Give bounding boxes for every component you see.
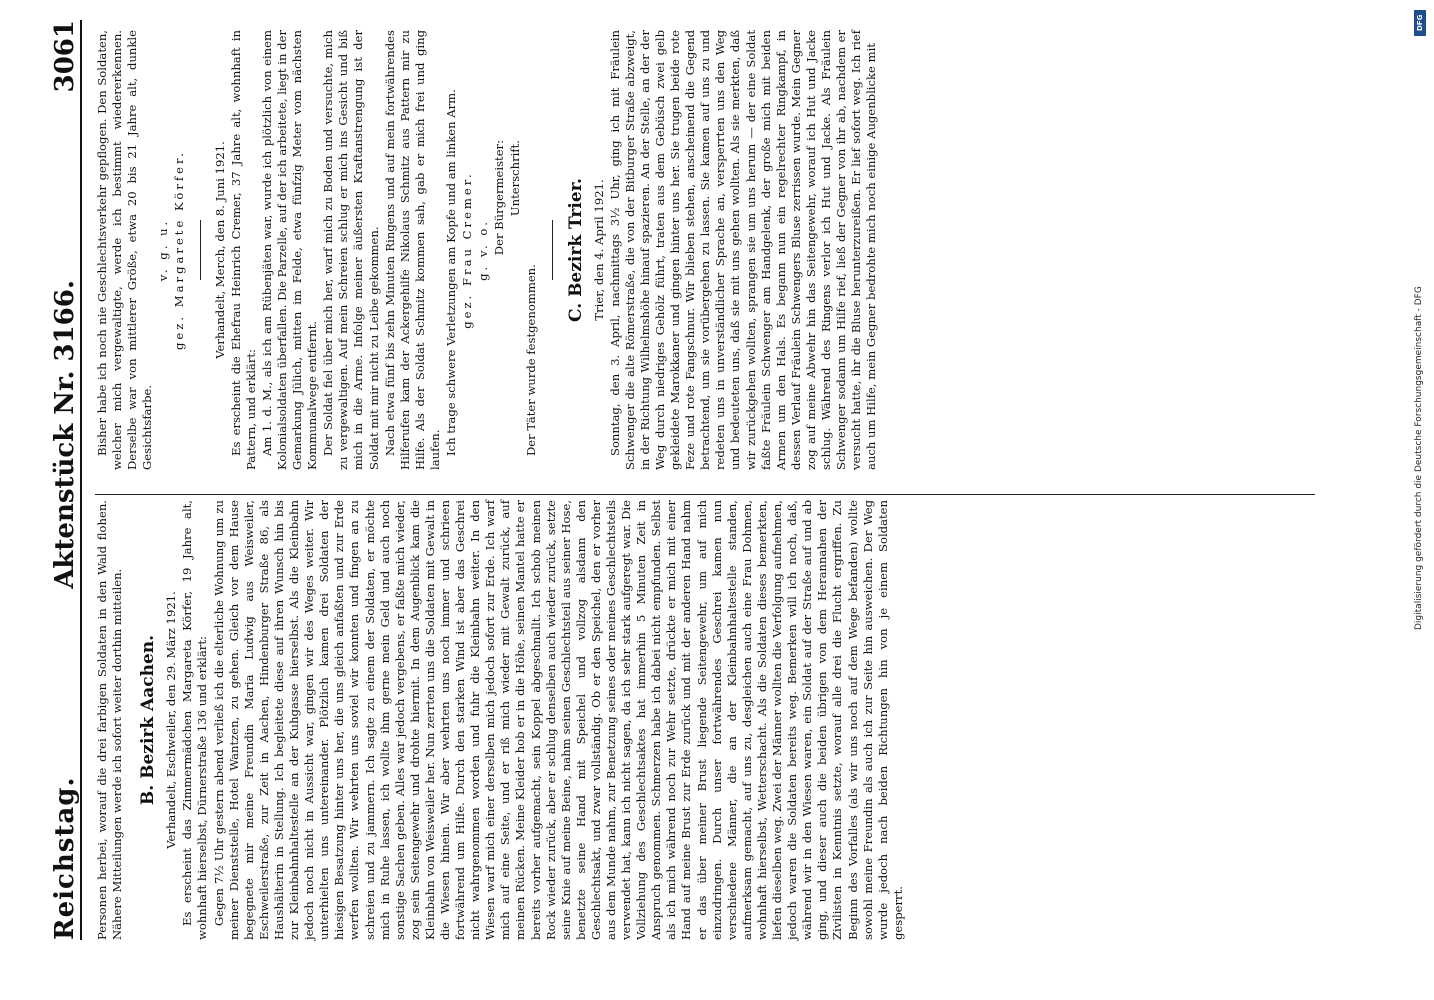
paragraph: Es erscheint das Zimmermädchen Margareta Körfer, 19 Jahre alt, wohnhaft hierselbst, Dürnerstraße 136 und erklärt:: [180, 500, 210, 940]
right-column: [95, 30, 880, 470]
place-date: Verhandelt, Eschweiler, den 29. März 1921.: [164, 591, 179, 849]
paragraph: Es erscheint die Ehefrau Heinrich Cremer, 37 Jahre alt, wohnhaft in Pattern, und erklärt:: [228, 30, 258, 470]
mayor-title: Der Bürgermeister:: [492, 140, 507, 256]
paragraph: Am 1. d. M., als ich am Rübenjäten war, wurde ich plötzlich von einem Kolonialsoldaten überfallen. Die Parzelle, auf der ich arbeitete, liegt in der Gemarkung Jülich, mitten im Felde, etwa fünfzig Meter vom nächsten Kommunalwege entfernt.: [259, 30, 320, 470]
digitization-attribution: [1414, 10, 1428, 990]
paragraph: Ich trage schwere Verletzungen am Kopfe und am linken Arm.: [443, 89, 458, 456]
header-left: Reichstag.: [50, 776, 80, 940]
paragraph: Der Täter wurde festgenommen.: [524, 264, 539, 456]
separator-rule: [200, 220, 201, 280]
attribution-text: Digitalisierung gefördert durch die Deutsche Forschungsgemeinschaft - DFG: [1414, 286, 1424, 630]
separator-rule: [552, 220, 553, 280]
paragraph: Bisher habe ich noch nie Geschlechtsverkehr gepflogen. Den Soldaten, welcher mich vergewaltigte, werde ich bestimmt wiedererkennen. Derselbe war von mittlerer Größe, etwa 20 bis 21 Jahre alt, dunkle Gesichtsfarbe.: [95, 30, 155, 470]
column-divider: [95, 494, 1315, 495]
header-document-number: Aktenstück Nr. 3166.: [50, 280, 80, 589]
section-heading-trier: C. Bezirk Trier.: [565, 178, 586, 322]
section-heading-aachen: B. Bezirk Aachen.: [138, 634, 159, 806]
signature: gez. Margarete Körfer.: [172, 150, 187, 351]
paragraph: Nach etwa fünf bis zehn Minuten Ringens und auf mein fortwährendes Hilferufen kam der Ackergehilfe Nikolaus Schmitz aus Pattern mir zu Hilfe. Als der Soldat Schmitz kommen sah, gab er mich frei und ging laufen.: [382, 30, 442, 470]
place-date: Verhandelt, Merch, den 8. Juni 1921.: [212, 141, 227, 359]
paragraph: Sonntag, den 3. April, nachmittags 3½ Uhr, ging ich mit Fräulein Schwenger die alte Römerstraße, die von der Bitburger Straße abzweigt, in der Richtung Wilhelmshöhe hinauf spazieren. An der Stelle, an der der Weg durch niedriges Gehölz führt, traten aus dem Gebüsch zwei gelb gekleidete Marokkaner und gingen hinter uns her. Sie trugen beide rote Feze und rote Fangschnur. Wir blieben stehen, anscheinend die Gegend betrachtend, um sie vorübergehen zu lassen. Sie kamen auf uns zu und redeten uns in unverständlicher Sprache an, versperrten uns den Weg und bedeuteten uns, daß sie mit uns gehen wollten. Als sie merkten, daß wir zurückgehen wollten, sprangen sie um uns herum — der eine Soldat faßte Fräulein Schwenger am Handgelenk, der große mich mit beiden Armen um den Hals. Es begann nun ein regelrechter Ringkampf, in dessen Verlauf Fräulein Schwengers Bluse zerrissen wurde. Mein Gegner zog auf meine Abwehr hin das Seitengewehr, worauf ich Hut und Jacke schlug. Während des Ringens verlor ich Hut und Jacke. Als Fräulein Schwenger sodann um Hilfe rief, ließ der Gegner von ihr ab, nachdem er versucht hatte, ihr die Bluse herunterzureißen. Er lief sofort weg. Ich rief auch um Hilfe, mein Gegner bedrohte mich noch einige Augenblicke mit: [607, 30, 879, 470]
signature-note: Unterschrift.: [508, 140, 523, 217]
paragraph: Personen herbei, worauf die drei farbigen Soldaten in den Wald flohen. Nähere Mitteilungen werde ich sofort weiter dorthin mitteilen.: [95, 500, 125, 940]
place-date: Trier, den 4. April 1921.: [591, 179, 606, 321]
vgu-note: v. g. u.: [156, 218, 171, 282]
signature: gez. Frau Cremer.: [460, 171, 475, 329]
gvo-note: g. v. o.: [476, 219, 491, 281]
page-number: 3061: [50, 20, 80, 93]
page-header: [40, 20, 82, 940]
paragraph: Gegen 7½ Uhr gestern abend verließ ich die elterliche Wohnung um zu meiner Dienststelle, Hotel Wantzen, zu gehen. Gleich vor dem Hause begegnete mir meine Freundin Maria Ludwig aus Weisweiler, Eschweilerstraße, zur Zeit in Aachen, Hindenburger Straße 86, als Haushälterin in Stellung. Ich begleitete diese auf ihren Wunsch hin bis zur Kleinbahnhaltestelle an der Kuhgasse hierselbst. Als die Kleinbahn jedoch noch nicht in Aussicht war, gingen wir des Weges weiter. Wir unterhielten uns untereinander. Plötzlich kamen drei Soldaten der hiesigen Besatzung hinter uns her, die uns gleich anfaßten und zur Erde werfen wollten. Wir wehrten uns soviel wir konnten und fingen an zu schreien und zu jammern. Ich sagte zu einem der Soldaten, er möchte mich in Ruhe lassen, ich wollte ihm gerne mein Geld und auch noch sonstige Sachen geben. Alles war jedoch vergebens, er faßte mich wieder, zog sein Seitengewehr und drohte hiermit. In dem Augenblick kam die Kleinbahn von Weisweiler her. Nun zerrten uns die Soldaten mit Gewalt in die Wiesen hinein. Wir aber wehrten uns noch immer und schrieen fortwährend um Hilfe. Durch den starken Wind ist aber das Geschrei nicht wahrgenommen worden und fuhr die Kleinbahn weiter. In den Wiesen warf mich einer derselben mich jedoch sofort zur Erde. Ich warf mich auf eine Seite, und er riß mich wieder mit Gewalt zurück, auf meinen Rücken. Meine Kleider hob er in die Höhe, seinen Mantel hatte er bereits vorher aufgemacht, sein Koppel abgeschnallt. Ich schob meinen Rock wieder zurück, aber er schlug denselben auch wieder zurück, setzte seine Knie auf meine Beine, nahm seinen Geschlechtsteil aus seiner Hose, benetzte seine Hand mit Speichel und vollzog alsdann den Geschlechtsakt, und zwar vollständig. Ob er den Speichel, den er vorher aus dem Munde nahm, zur Benetzung seines oder meines Geschlechtsteils verwendet hat, kann ich nicht sagen, da ich sehr stark aufgeregt war. Die Vollziehung des Geschlechtsaktes hat immerhin 5 Minuten Zeit in Anspruch genommen. Schmerzen habe ich dabei nicht empfunden. Selbst als ich mich während noch zur Wehr setzte, drückte er mich mit einer Hand auf meine Brust zur Erde zurück und mit der anderen Hand nahm er das über meiner Brust liegende Seitengewehr, um auf mich einzudringen. Durch unser fortwährendes Geschrei kamen nun verschiedene Männer, die an der Kleinbahnhaltestelle standen, aufmerksam gemacht, auf uns zu, desgleichen auch eine Frau Dohmen, wohnhaft hierselbst, Wetterschacht. Als die Soldaten dieses bemerkten, liefen dieselben weg. Zwei der Männer wollten die Verfolgung aufnehmen, jedoch waren die Soldaten bereits weg. Bemerken will ich noch, daß, während wir in den Wiesen waren, ein Soldat auf der Straße auf und ab ging, und dieser auch die beiden übrigen von dem Herannahen der Zivilisten in Kenntnis setzte, worauf alle drei die Flucht ergriffen. Zu Beginn des Vorfalles (als wir uns noch auf dem Wege befanden) wollte sowohl meine Freundin als auch ich zur Seite hin ausweichen. Der Weg wurde jedoch nach beiden Richtungen hin von je einem Soldaten gesperrt.: [211, 500, 905, 940]
dfg-logo-icon: DFG: [1414, 10, 1426, 36]
left-column: [95, 500, 907, 940]
paragraph: Der Soldat fiel über mich her, warf mich zu Boden und versuchte, mich zu vergewaltigen. Auf mein Schreien schlug er mich ins Gesicht und biß mich in die Arme. Infolge meiner äußersten Kraftanstrengung ist der Soldat mit mir nicht zu Leibe gekommen.: [321, 30, 381, 470]
